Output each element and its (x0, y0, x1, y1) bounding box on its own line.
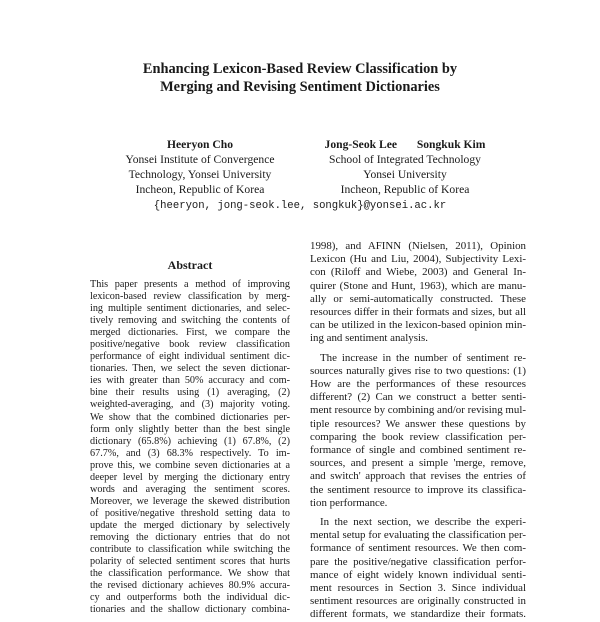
body-line: 1998), and AFINN (Nielsen, 2011), Opinion (310, 240, 526, 252)
body-line: different formats, we standardize their formats. (310, 608, 526, 621)
author-name: Songkuk Kim (416, 138, 486, 151)
abstract-line: performance of eight individual sentiment dic- (90, 351, 290, 363)
abstract-line: deeper level by merging the dictionary entry (90, 471, 290, 483)
abstract-line: update the merged dictionary by selectively (90, 519, 290, 531)
abstract-line: merged dictionaries. First, we compare the (90, 327, 290, 339)
body-line: ing and sentiment analysis. (310, 332, 428, 345)
body-line: comparing the book review classification per- (310, 430, 526, 443)
abstract-line: words and averaging the sentiment scores. (90, 483, 290, 495)
abstract-line: polarity of selected sentiment scores that hurts (90, 556, 290, 568)
body-line: Lexicon (Hu and Liu, 2004), Subjectivity Lexi- (310, 253, 526, 266)
body-line: and switch' approach that revises the entries of (310, 470, 526, 483)
abstract-line: 67.7%, and (3) 68.3% respectively. To im- (90, 447, 290, 459)
body-line: can be utilized in the lexicon-based opinion min- (310, 319, 526, 332)
body-line: pare the positive/negative classification perfor- (310, 555, 526, 568)
abstract-line: ies with greater than 50% accuracy and com- (90, 375, 290, 387)
body-line: con (Riloff and Wiebe, 2003) and General In- (310, 266, 526, 279)
body-line: the sentiment resource to improve its classifica- (310, 483, 526, 496)
author-affiliation: Yonsei Institute of Convergence (125, 153, 275, 166)
abstract-line: This paper presents a method of improving (90, 279, 290, 290)
author-block-second (300, 137, 510, 197)
abstract-line: prove this, we combine seven dictionaries at a (90, 459, 290, 471)
body-line: sentiment resources are originally constructed in (310, 595, 526, 608)
author-affiliation: Incheon, Republic of Korea (135, 183, 265, 196)
abstract-line: cy and outperforms both the individual dic- (90, 592, 290, 604)
abstract-line: removing the dictionary entries that do not (90, 531, 290, 543)
body-line: quirer (Stone and Hunt, 1963), which are manu- (310, 279, 526, 292)
body-line: How are the performances of these resources (310, 378, 526, 391)
abstract-line: We show that the combined dictionaries per- (90, 411, 290, 423)
author-name: Jong-Seok Lee (324, 138, 397, 151)
abstract-line: ing multiple sentiment dictionaries, and selec- (90, 303, 290, 315)
abstract-line: the revised dictionary achieves 80.9% accura- (90, 580, 290, 592)
body-line: mental setup for evaluating the classification per- (310, 529, 526, 542)
abstract-line: contribute to classification while switching the (90, 544, 290, 556)
body-line: sources naturally gives rise to two questions: (1) (310, 364, 526, 377)
abstract-heading: Abstract (167, 258, 213, 272)
abstract-line: Moreover, we leverage the skewed distribution (90, 495, 290, 507)
body-line: formance of single and combined sentiment re- (310, 444, 526, 457)
body-line: different? (2) Can we construct a better senti- (310, 391, 526, 404)
abstract-line: dictionary (65.8%) achieving (1) 67.8%, (2) (90, 435, 290, 447)
body-line: sources, and present a simple 'merge, remove, (310, 457, 526, 470)
author-emails: {heeryon, jong-seok.lee, songkuk}@yonsei.ac.kr (153, 200, 447, 212)
author-block-first (100, 137, 300, 197)
abstract-line: the classification performance. We show that (90, 568, 290, 580)
author-affiliation: Incheon, Republic of Korea (340, 183, 470, 196)
author-affiliation: Technology, Yonsei University (128, 168, 272, 181)
title-line-2: Merging and Revising Sentiment Dictionaries (160, 78, 440, 95)
body-line: resources differ in their formats and sizes, but all (310, 306, 526, 319)
abstract-line: positive/negative book review classification (90, 339, 290, 351)
body-line: The increase in the number of sentiment re- (320, 351, 526, 364)
abstract-body (90, 279, 290, 616)
author-affiliation: Yonsei University (363, 168, 447, 181)
body-line: ally or semi-automatically constructed. These (310, 292, 526, 305)
abstract-line: lexicon-based review classification by merg- (90, 291, 290, 303)
abstract-line: form only slightly better than the best single (90, 423, 290, 435)
abstract-line: tionaries and the shallow dictionary combina- (90, 604, 290, 616)
abstract-line: tionaries. Then, we select the seven dictionar- (90, 363, 290, 375)
body-text-column (310, 240, 526, 622)
abstract-line: weighted-averaging, and (3) majority voting. (90, 399, 290, 411)
author-affiliation: School of Integrated Technology (329, 153, 481, 166)
title-line-1: Enhancing Lexicon-Based Review Classification by (142, 61, 458, 77)
body-line: formance of sentiment resources. We then com- (310, 542, 526, 555)
author-name: Heeryon Cho (166, 138, 233, 151)
abstract-line: of positive/negative threshold setting data to (90, 507, 290, 519)
paper-title (0, 61, 600, 96)
body-line: tion performance. (310, 496, 388, 509)
abstract-line: bine their results using (1) averaging, (2) (90, 387, 290, 399)
body-line: tiple resources? We answer these questions by (310, 417, 526, 430)
body-line: In the next section, we describe the experi- (320, 516, 526, 529)
body-line: mance of eight widely known individual senti- (310, 568, 526, 581)
abstract-line: tively removing and switching the contents of (90, 315, 290, 327)
body-line: ment resources in Section 3. Since individual (310, 582, 526, 595)
body-line: ment resource by combining and/or revising mul- (310, 404, 526, 417)
